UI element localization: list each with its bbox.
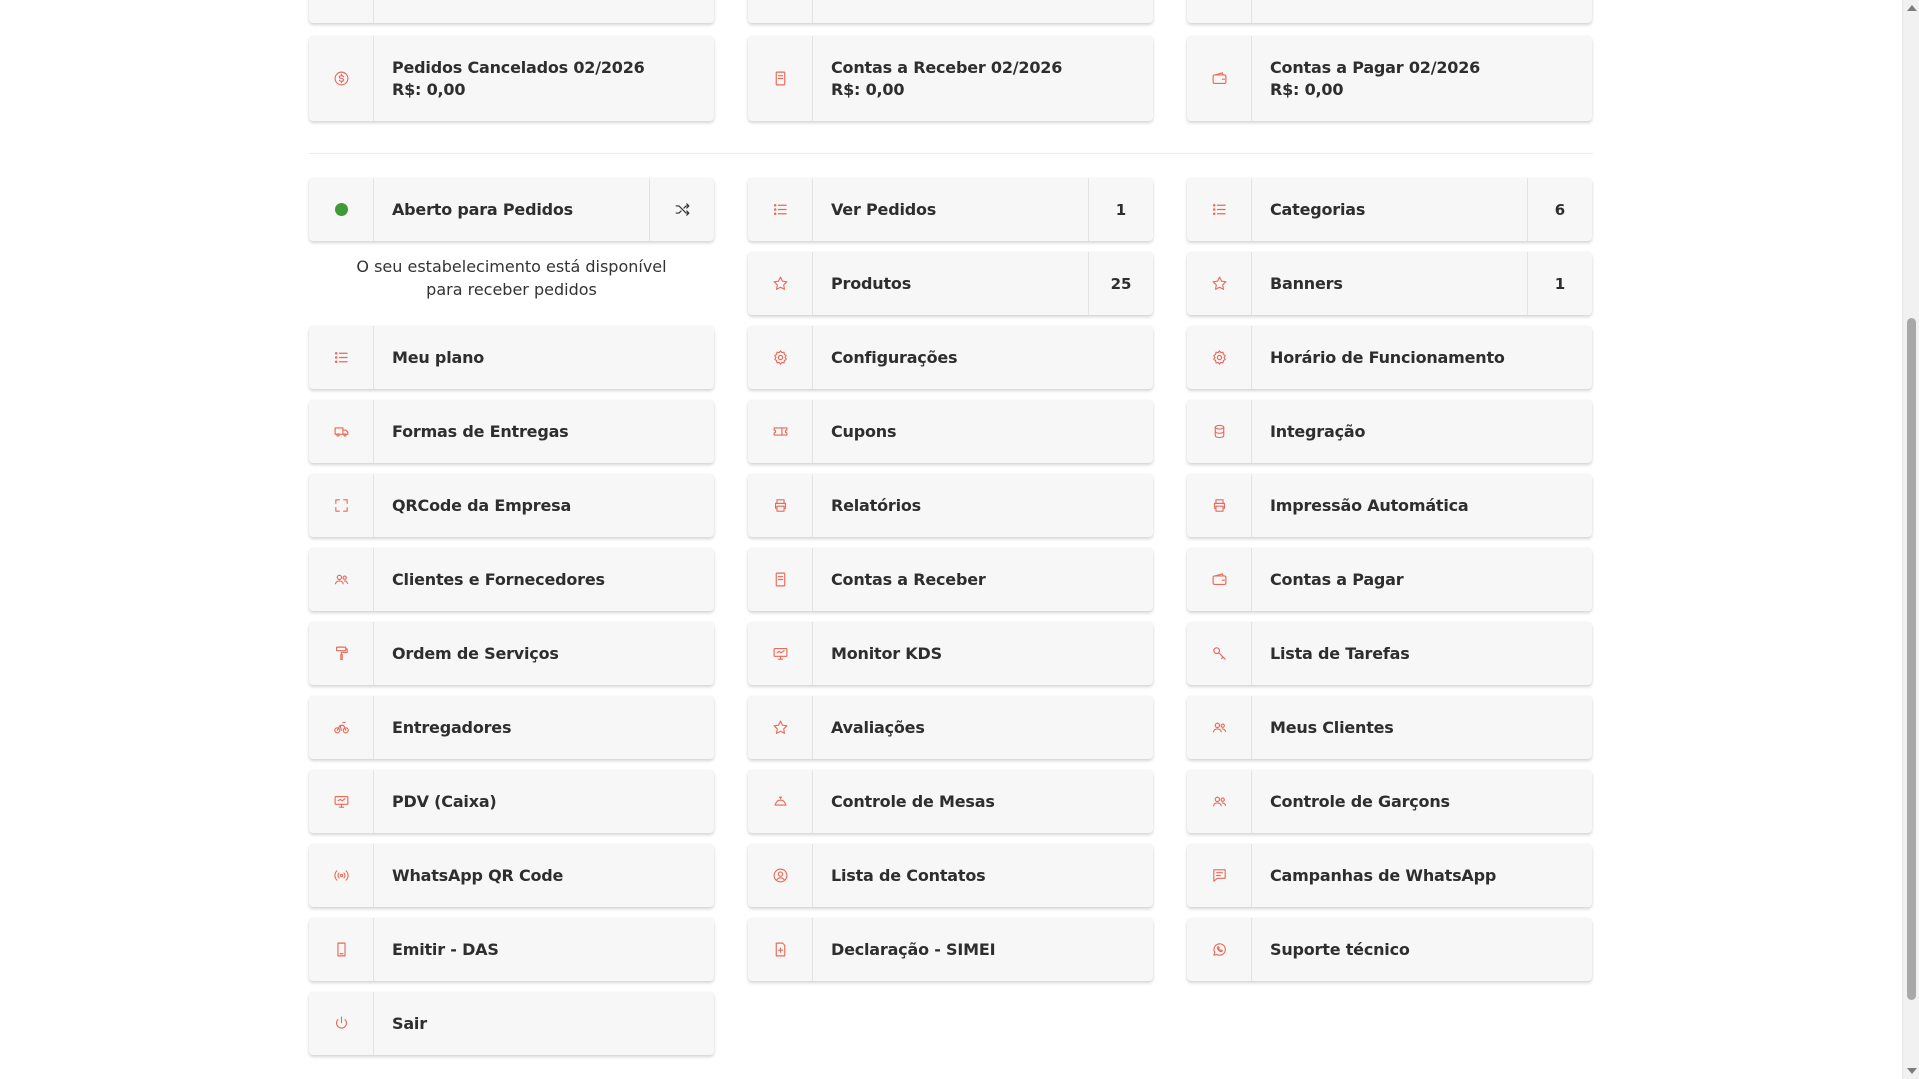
store-status-label: Aberto para Pedidos	[392, 200, 573, 219]
wallet-icon	[1187, 548, 1252, 611]
wallet-icon	[1187, 36, 1252, 121]
document-icon	[309, 918, 374, 981]
qr-scan-icon	[309, 474, 374, 537]
scrollbar-thumb[interactable]	[1907, 318, 1916, 1000]
list-icon	[309, 326, 374, 389]
menu-sair[interactable]: Sair	[309, 992, 714, 1055]
card-partial[interactable]	[309, 0, 714, 23]
menu-monitor-kds[interactable]: Monitor KDS	[748, 622, 1153, 685]
wrench-icon	[1187, 622, 1252, 685]
menu-qrcode-empresa[interactable]: QRCode da Empresa	[309, 474, 714, 537]
menu-integracao[interactable]: Integração	[1187, 400, 1592, 463]
star-icon	[1187, 252, 1252, 315]
card-value: R$: 0,00	[1270, 79, 1344, 99]
menu-ver-pedidos[interactable]: Ver Pedidos 1	[748, 178, 1153, 241]
star-icon	[748, 696, 813, 759]
count-badge: 1	[1527, 252, 1592, 315]
monitor-icon	[748, 622, 813, 685]
menu-produtos[interactable]: Produtos 25	[748, 252, 1153, 315]
gear-icon	[748, 326, 813, 389]
database-icon	[1187, 400, 1252, 463]
menu-campanhas-whatsapp[interactable]: Campanhas de WhatsApp	[1187, 844, 1592, 907]
shuffle-icon[interactable]	[649, 178, 714, 241]
receipt-icon	[748, 36, 813, 121]
section-divider	[309, 153, 1593, 154]
menu-suporte-tecnico[interactable]: Suporte técnico	[1187, 918, 1592, 981]
list-icon	[748, 178, 813, 241]
card-partial[interactable]	[748, 0, 1153, 23]
monitor-icon	[309, 770, 374, 833]
menu-clientes-fornecedores[interactable]: Clientes e Fornecedores	[309, 548, 714, 611]
menu-avaliacoes[interactable]: Avaliações	[748, 696, 1153, 759]
printer-icon	[1187, 474, 1252, 537]
menu-meu-plano[interactable]: Meu plano	[309, 326, 714, 389]
menu-categorias[interactable]: Categorias 6	[1187, 178, 1592, 241]
count-badge: 25	[1088, 252, 1153, 315]
dollar-circle-icon	[309, 36, 374, 121]
menu-lista-tarefas[interactable]: Lista de Tarefas	[1187, 622, 1592, 685]
menu-contas-pagar[interactable]: Contas a Pagar	[1187, 548, 1592, 611]
count-badge: 6	[1527, 178, 1592, 241]
star-icon	[748, 252, 813, 315]
card-contas-receber-mes[interactable]	[748, 36, 1153, 121]
card-title: Contas a Pagar 02/2026	[1270, 57, 1481, 77]
scroll-down-arrow-icon[interactable]	[1907, 1068, 1917, 1074]
menu-impressao-automatica[interactable]: Impressão Automática	[1187, 474, 1592, 537]
broadcast-icon	[309, 844, 374, 907]
menu-controle-mesas[interactable]: Controle de Mesas	[748, 770, 1153, 833]
card-title: Contas a Receber 02/2026	[831, 57, 1063, 77]
card-pedidos-cancelados[interactable]	[309, 36, 714, 121]
file-plus-icon	[748, 918, 813, 981]
scroll-up-arrow-icon[interactable]	[1907, 5, 1917, 11]
store-status-toggle[interactable]	[309, 178, 714, 241]
vertical-scrollbar[interactable]	[1902, 0, 1919, 1079]
card-contas-pagar-mes[interactable]	[1187, 36, 1592, 121]
whatsapp-icon	[1187, 918, 1252, 981]
ticket-icon	[748, 400, 813, 463]
card-title: Pedidos Cancelados 02/2026	[392, 57, 645, 77]
receipt-icon	[748, 548, 813, 611]
delivery-truck-icon	[309, 400, 374, 463]
users-icon	[1187, 696, 1252, 759]
paint-roller-icon	[309, 622, 374, 685]
menu-lista-contatos[interactable]: Lista de Contatos	[748, 844, 1153, 907]
menu-declaracao-simei[interactable]: Declaração - SIMEI	[748, 918, 1153, 981]
users-icon	[309, 548, 374, 611]
menu-controle-garcons[interactable]: Controle de Garçons	[1187, 770, 1592, 833]
menu-ordem-servicos[interactable]: Ordem de Serviços	[309, 622, 714, 685]
list-icon	[1187, 178, 1252, 241]
cloche-icon	[748, 770, 813, 833]
menu-horario-funcionamento[interactable]: Horário de Funcionamento	[1187, 326, 1592, 389]
menu-whatsapp-qr[interactable]: WhatsApp QR Code	[309, 844, 714, 907]
menu-cupons[interactable]: Cupons	[748, 400, 1153, 463]
printer-icon	[748, 474, 813, 537]
menu-relatorios[interactable]: Relatórios	[748, 474, 1153, 537]
gear-icon	[1187, 326, 1252, 389]
menu-banners[interactable]: Banners 1	[1187, 252, 1592, 315]
card-value: R$: 0,00	[392, 79, 466, 99]
power-icon	[309, 992, 374, 1055]
menu-entregadores[interactable]: Entregadores	[309, 696, 714, 759]
store-status-message: O seu estabelecimento está disponível para receber pedidos	[356, 257, 667, 299]
status-dot-icon	[309, 178, 374, 241]
user-circle-icon	[748, 844, 813, 907]
menu-emitir-das[interactable]: Emitir - DAS	[309, 918, 714, 981]
users-icon	[1187, 770, 1252, 833]
menu-formas-entregas[interactable]: Formas de Entregas	[309, 400, 714, 463]
message-icon	[1187, 844, 1252, 907]
bicycle-icon	[309, 696, 374, 759]
card-value: R$: 0,00	[831, 79, 905, 99]
menu-configuracoes[interactable]: Configurações	[748, 326, 1153, 389]
menu-contas-receber[interactable]: Contas a Receber	[748, 548, 1153, 611]
menu-pdv[interactable]: PDV (Caixa)	[309, 770, 714, 833]
menu-meus-clientes[interactable]: Meus Clientes	[1187, 696, 1592, 759]
count-badge: 1	[1088, 178, 1153, 241]
card-partial[interactable]	[1187, 0, 1592, 23]
